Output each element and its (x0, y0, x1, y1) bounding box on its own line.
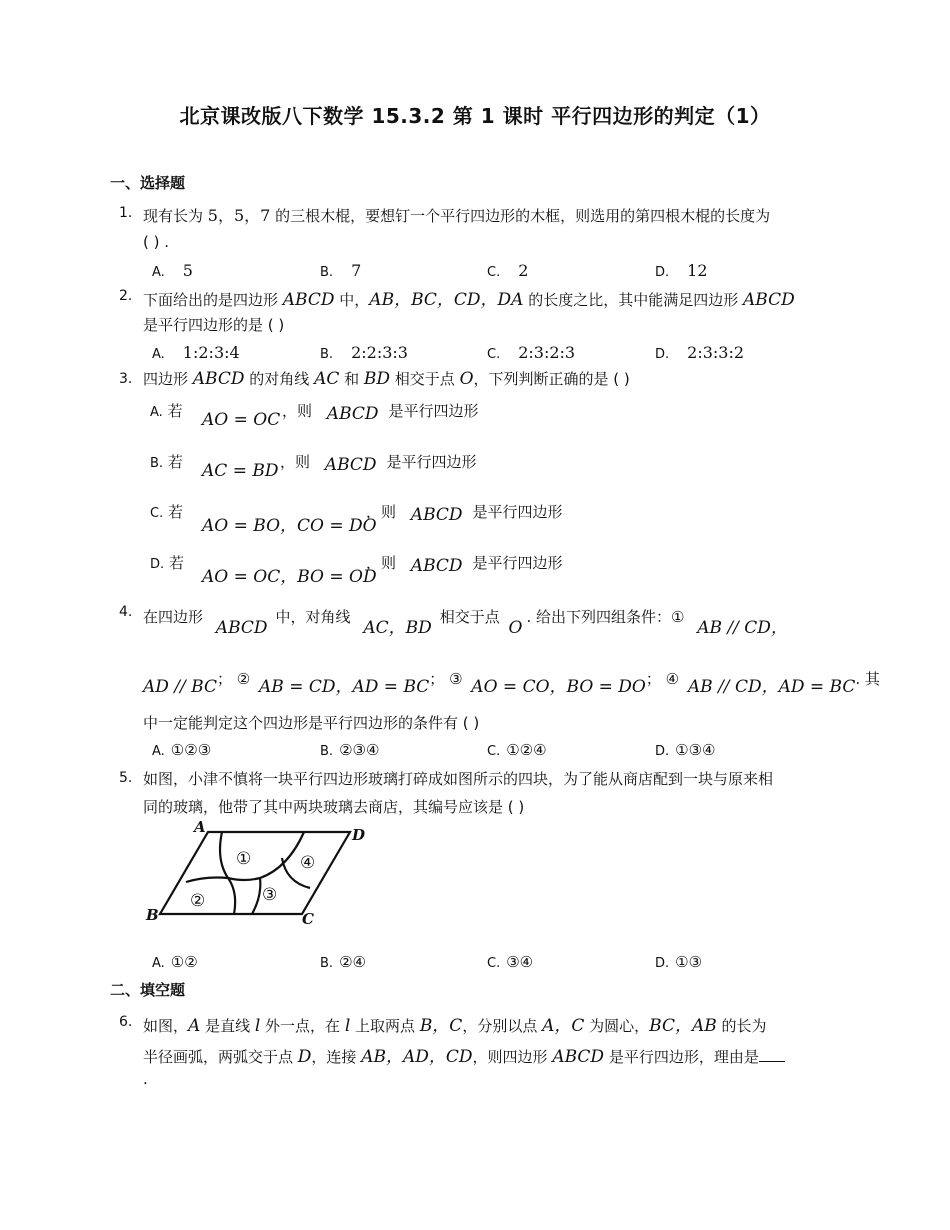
page-title: 北京课改版八下数学 15.3.2 第 1 课时 平行四边形的判定（1） (179, 104, 771, 128)
question-text: 现有长为 5，5，7 的三根木棍，要想钉一个平行四边形的木框，则选用的第四根木棍的长度为 (143, 206, 771, 225)
section-heading-fill: 二、填空题 (110, 981, 186, 999)
option-d[interactable]: D. ①③④ (655, 741, 716, 759)
option-a[interactable]: A. ①② (152, 953, 198, 971)
question-number: 2. (119, 288, 133, 304)
broken-glass-figure (140, 820, 380, 930)
option-a[interactable]: A. 1:2:3:4 (152, 343, 240, 362)
question-text-cont: 中一定能判定这个四边形是平行四边形的条件有 ( ) (143, 714, 480, 732)
question-text-end: . (143, 1070, 148, 1088)
option-b[interactable]: B. 若 AC = BD ，则 ABCD 是平行四边形 (150, 453, 477, 481)
question-number: 1. (119, 205, 133, 221)
option-d[interactable]: D. 12 (655, 261, 708, 280)
option-c[interactable]: C. ③④ (487, 953, 534, 971)
answer-blank[interactable] (759, 1047, 785, 1062)
question-text-cont: 是平行四边形的是 ( ) (143, 316, 285, 334)
question-number: 4. (119, 604, 133, 620)
piece-label-3: ③ (262, 885, 278, 905)
option-a[interactable]: A. 5 (152, 261, 193, 280)
option-b[interactable]: B. ②③④ (320, 741, 380, 759)
vertex-label-b: B (146, 906, 159, 924)
question-conditions: AD // BC； ② AB = CD，AD = BC； ③ AO = CO，BO = DO； ④ AB // CD，AD = BC. 其 (143, 670, 880, 697)
parallelogram-outline (160, 832, 350, 914)
question-text-cont: 同的玻璃，他带了其中两块玻璃去商店，其编号应该是 ( ) (143, 798, 525, 816)
option-a[interactable]: A. ①②③ (152, 741, 212, 759)
option-b[interactable]: B. 2:2:3:3 (320, 343, 408, 362)
question-text-cont: 半径画弧，两弧交于点 D，连接 AB，AD，CD，则四边形 ABCD 是平行四边形，理由是 (143, 1042, 785, 1067)
option-d[interactable]: D. 2:3:3:2 (655, 343, 745, 362)
crack-line-4 (252, 878, 260, 914)
question-number: 5. (119, 770, 133, 786)
option-c[interactable]: C. 若 AO = BO，CO = DO ，则 ABCD 是平行四边形 (150, 503, 563, 536)
vertex-label-a: A (194, 820, 206, 836)
question-text: 下面给出的是四边形 ABCD 中，AB，BC，CD，DA 的长度之比，其中能满足四边形 ABCD (143, 290, 795, 310)
option-d[interactable]: D. ①③ (655, 953, 703, 971)
option-b[interactable]: B. 7 (320, 261, 362, 280)
crack-line-1 (220, 832, 304, 880)
option-d[interactable]: D. 若 AO = OC，BO = OD ，则 ABCD 是平行四边形 (150, 554, 563, 587)
section-heading-choice: 一、选择题 (110, 174, 186, 192)
question-text: 如图，小津不慎将一块平行四边形玻璃打碎成如图所示的四块，为了能从商店配到一块与原来相 (143, 770, 774, 788)
option-c[interactable]: C. 2:3:2:3 (487, 343, 576, 362)
question-number: 6. (119, 1014, 133, 1030)
option-a[interactable]: A. 若 AO = OC ，则 ABCD 是平行四边形 (150, 402, 479, 430)
question-text: 四边形 ABCD 的对角线 AC 和 BD 相交于点 O，下列判断正确的是 ( ) (143, 369, 630, 389)
option-c[interactable]: C. 2 (487, 261, 529, 280)
option-c[interactable]: C. ①②④ (487, 741, 547, 759)
math-values: 5，5，7 (207, 206, 271, 225)
question-text: 如图，A 是直线 l 外一点，在 l 上取两点 B，C，分别以点 A，C 为圆心，BC，AB 的长为 (143, 1016, 767, 1036)
piece-label-1: ① (236, 849, 252, 869)
question-text: 在四边形 ABCD中，对角线 AC，BD相交于点 O. 给出下列四组条件：① AB // CD， (143, 608, 788, 638)
piece-label-2: ② (190, 891, 206, 911)
question-number: 3. (119, 371, 133, 387)
vertex-label-c: C (302, 910, 314, 928)
piece-label-4: ④ (300, 853, 316, 873)
vertex-label-d: D (352, 826, 366, 844)
question-text-cont: ( ) . (143, 233, 170, 251)
option-b[interactable]: B. ②④ (320, 953, 366, 971)
